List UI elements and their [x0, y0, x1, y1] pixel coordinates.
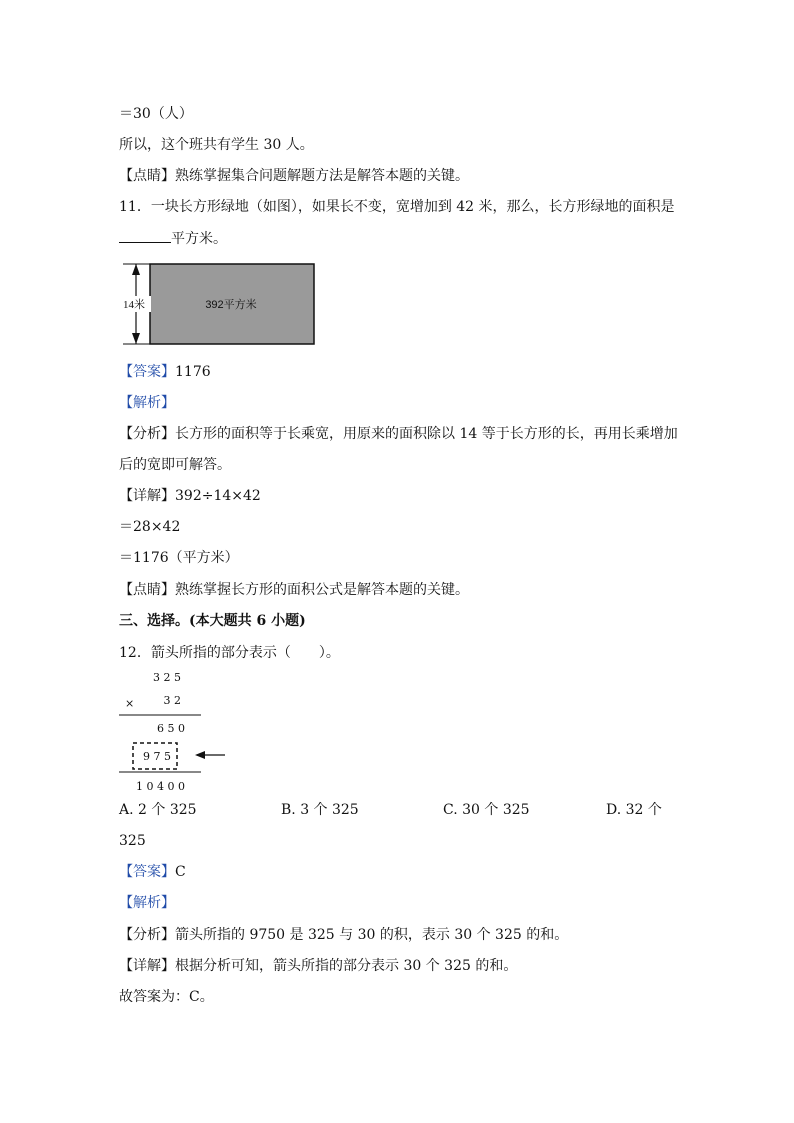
answer-value: C: [175, 864, 186, 880]
mult-row-3: 6 5 0: [157, 722, 185, 735]
dianjing-tag: 【点睛】: [119, 582, 175, 598]
option-b: B. 3 个 325: [281, 802, 359, 818]
xiangjie-12-line: [119, 956, 517, 976]
fenxi-12-line: [119, 925, 568, 945]
xiangjie-11-line-3: ＝1176（平方米）: [119, 550, 239, 566]
fenxi-tag: 【分析】: [119, 426, 175, 442]
dianjing-text: 熟练掌握集合问题解题方法是解答本题的关键。: [175, 168, 469, 184]
fenxi-11-line-2: 后的宽即可解答。: [119, 457, 231, 473]
mult-row-4: 9 7 5: [143, 750, 171, 763]
section-3-heading: 三、选择。(本大题共 6 小题): [119, 613, 306, 629]
fenxi-text: 长方形的面积等于长乘宽，用原来的面积除以 14 等于长方形的长，再用长乘增加: [175, 426, 678, 442]
xiangjie-11-line-1: [119, 486, 261, 506]
mult-row-2: 3 2: [163, 694, 181, 707]
answer-12-line: [119, 862, 186, 882]
answer-11-line: [119, 362, 211, 382]
question-11-line-1: 11．一块长方形绿地（如图），如果长不变，宽增加到 42 米，那么，长方形绿地的面积是: [119, 199, 675, 215]
dianjing-line: [119, 166, 469, 186]
question-11-line-2: [119, 228, 227, 249]
arrow-down-icon: [132, 333, 140, 344]
mult-row-5: 1 0 4 0 0: [136, 780, 185, 793]
times-sign: ×: [125, 697, 135, 710]
height-label: 14米: [123, 299, 145, 311]
question-12-line: 12．箭头所指的部分表示（ ）。: [119, 645, 340, 661]
option-c: C. 30 个 325: [443, 802, 530, 818]
option-a: A. 2 个 325: [119, 802, 197, 818]
text-line-2: 所以，这个班共有学生 30 人。: [119, 137, 314, 153]
area-label: 392平方米: [205, 299, 257, 311]
option-d: D. 32 个: [606, 802, 662, 818]
xiangjie-tag: 【详解】: [119, 958, 175, 974]
jiexi-12-line: 【解析】: [119, 895, 175, 911]
question-11-unit: 平方米。: [171, 231, 227, 247]
mult-row-1: 3 2 5: [153, 671, 181, 684]
final-answer-line: 故答案为：C。: [119, 989, 214, 1005]
answer-tag: 【答案】: [119, 864, 175, 880]
xiangjie-text: 根据分析可知，箭头所指的部分表示 30 个 325 的和。: [175, 958, 518, 974]
answer-value: 1176: [175, 364, 211, 380]
dianjing-text: 熟练掌握长方形的面积公式是解答本题的关键。: [175, 582, 469, 598]
dianjing-11-line: [119, 580, 469, 600]
xiangjie-text: 392÷14×42: [175, 488, 261, 504]
fenxi-11-line-1: [119, 424, 678, 444]
arrow-up-icon: [132, 264, 140, 275]
answer-tag: 【答案】: [119, 364, 175, 380]
fenxi-tag: 【分析】: [119, 927, 175, 943]
fenxi-text: 箭头所指的 9750 是 325 与 30 的积，表示 30 个 325 的和。: [175, 927, 569, 943]
option-d-continued: 325: [119, 833, 146, 849]
dianjing-tag: 【点睛】: [119, 168, 175, 184]
jiexi-11-line: 【解析】: [119, 395, 175, 411]
xiangjie-tag: 【详解】: [119, 488, 175, 504]
xiangjie-11-line-2: ＝28×42: [119, 519, 181, 535]
multiplication-figure: [119, 668, 239, 798]
answer-blank: [119, 228, 171, 243]
arrow-left-icon: [195, 751, 205, 759]
rectangle-figure: [119, 262, 319, 348]
text-line-1: ＝30（人）: [119, 106, 193, 122]
